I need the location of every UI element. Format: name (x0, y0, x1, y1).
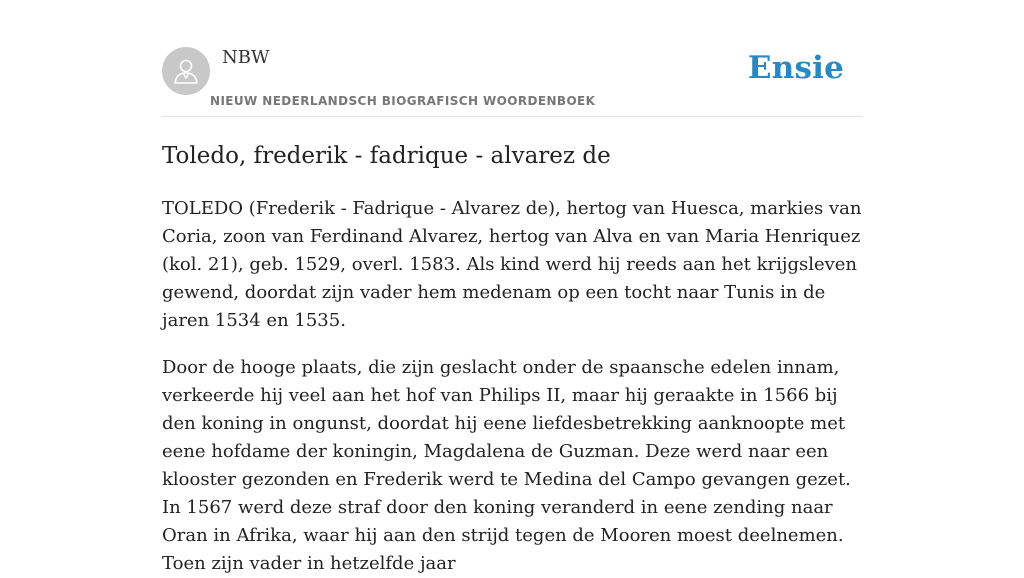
article-paragraph-2: Door de hooge plaats, die zijn geslacht onder de spaansche edelen innam, verkeerde hij veel aan het hof van Philips II, maar hij geraakte in 1566 bij den koning in ongunst, doordat hij eene liefdesbetrekking aanknoopte met eene hofdame der koningin, Magdalena de Guzman. Deze werd naar een klooster gezonden en Frederik werd te Medina del Campo gevangen gezet. In 1567 werd deze straf door den koning veranderd in eene zending naar Oran in Afrika, waar hij aan den strijd tegen de Mooren moest deelnemen. Toen zijn vader in hetzelfde jaar (162, 357, 851, 574)
source-header (162, 0, 862, 117)
user-icon (171, 56, 201, 86)
ensie-logo[interactable]: Ensie (747, 50, 844, 86)
source-name[interactable]: NBW (222, 47, 270, 68)
article-paragraph-1: TOLEDO (Frederik - Fadrique - Alvarez de), hertog van Huesca, markies van Coria, zoon van Ferdinand Alvarez, hertog van Alva en van Maria Henriquez (kol. 21), geb. 1529, overl. 1583. Als kind werd hij reeds aan het krijgsleven gewend, doordat zijn vader hem medenam op een tocht naar Tunis in de jaren 1534 en 1535. (162, 198, 862, 331)
source-full-name: NIEUW NEDERLANDSCH BIOGRAFISCH WOORDENBOEK (210, 94, 596, 108)
article-page (162, 0, 862, 578)
source-avatar[interactable] (162, 47, 210, 95)
page-title: Toledo, frederik - fadrique - alvarez de (162, 143, 611, 169)
